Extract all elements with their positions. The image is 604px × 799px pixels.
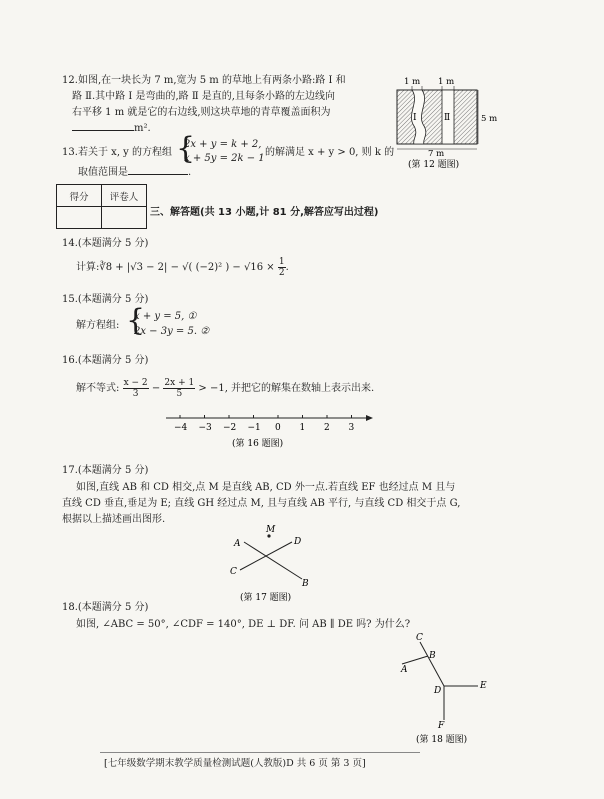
number-line-tick-label: 1	[299, 423, 306, 433]
score-header: 得分	[57, 185, 102, 207]
fig18-caption: (第 18 题图)	[416, 735, 468, 745]
number-line-16	[160, 410, 380, 458]
section-3-title: 三、解答题(共 13 小题,计 81 分,解答应写出过程)	[150, 207, 379, 218]
grader-header: 评卷人	[102, 185, 147, 207]
grader-cell[interactable]	[102, 207, 147, 229]
q12-number: 12.	[62, 75, 78, 86]
page-footer: [七年级数学期末教学质量检测试题(人教版)D 共 6 页 第 3 页]	[104, 758, 366, 769]
score-cell[interactable]	[57, 207, 102, 229]
q18-line1: 如图, ∠ABC = 50°, ∠CDF = 140°, DE ⊥ DF. 问 AB ∥ DE 吗? 为什么?	[76, 619, 411, 630]
q16-inequality: 解不等式: $\frac{x - 2}{3}$ − $\frac{2x + 1}{5}$ > −1, 并把它的解集在数轴上表示出来.	[76, 378, 375, 399]
road-2-label: Ⅱ	[444, 113, 451, 123]
line-CD	[240, 542, 292, 570]
label-E: E	[480, 681, 487, 691]
number-line-tick-label: −4	[174, 423, 188, 433]
q12-line1: 如图,在一块长为 7 m,宽为 5 m 的草地上有两条小路:路 Ⅰ 和	[78, 75, 346, 86]
number-line-tick-label: 2	[324, 423, 330, 433]
field-rect	[397, 90, 477, 144]
number-line-tick-label: 3	[348, 423, 355, 433]
q13-eq2: x + 5y = 2k − 1	[184, 153, 265, 164]
label-A: A	[234, 539, 241, 549]
fig12-caption: (第 12 题图)	[408, 160, 460, 170]
road-1-label: Ⅰ	[413, 113, 417, 123]
label-D: D	[434, 686, 442, 696]
fig12-right: 5 m	[481, 114, 498, 124]
q18-header: 18.(本题满分 5 分)	[62, 602, 149, 613]
q12-answer-blank[interactable]	[72, 130, 134, 131]
q15-eq2: 2x − 3y = 5. ②	[134, 326, 210, 337]
q13-answer-blank[interactable]	[128, 174, 188, 175]
number-line-tick-label: −2	[223, 423, 237, 433]
label-B: B	[302, 579, 309, 589]
footer-rule	[100, 752, 420, 753]
q13-text-after: 的解满足 x + y > 0, 则 k 的	[265, 147, 395, 158]
label-A: A	[401, 665, 408, 675]
label-C: C	[230, 567, 237, 577]
q13-number: 13.	[62, 147, 78, 158]
number-line-arrow	[366, 415, 373, 421]
q14-fraction: $\frac{1}{2}$	[278, 257, 285, 278]
fig12-top-right: 1 m	[438, 77, 455, 87]
q13-line2-wrap: 取值范围是 .	[78, 167, 192, 178]
fig16-caption: (第 16 题图)	[232, 439, 284, 449]
q17-header: 17.(本题满分 5 分)	[62, 465, 149, 476]
q12-line3: 右平移 1 m 就是它的右边线,则这块草地的青草覆盖面积为	[72, 107, 331, 118]
q13-eq1: 2x + y = k + 2,	[184, 139, 262, 150]
q13-text-before: 若关于 x, y 的方程组	[78, 147, 173, 158]
label-F: F	[438, 721, 445, 731]
line-CD	[420, 642, 444, 686]
label-B: B	[429, 651, 436, 661]
q17-line3: 根据以上描述画出图形.	[62, 514, 166, 525]
q12-line2: 路 Ⅱ.其中路 Ⅰ 是弯曲的,路 Ⅱ 是直的,且每条小路的左边线向	[72, 91, 335, 102]
label-C: C	[416, 633, 423, 643]
fig12-top-left: 1 m	[404, 77, 421, 87]
q15-brace: {	[126, 303, 146, 338]
q16-fraction-1: $\frac{x - 2}{3}$	[123, 378, 148, 399]
q14-prefix: 计算:	[76, 262, 100, 273]
q13-line2: 取值范围是	[78, 167, 128, 178]
q16-fraction-2: $\frac{2x + 1}{5}$	[164, 378, 195, 399]
figure-17	[222, 522, 322, 604]
score-table	[56, 184, 147, 229]
line-AB	[244, 542, 302, 579]
q15-prefix: 解方程组:	[76, 320, 120, 331]
figure-12	[392, 72, 502, 170]
q14-expr: ∛8 + |√3 − 2| − √( (−2)² ) − √16 ×	[99, 262, 275, 273]
q14-expression: 计算:∛8 + |√3 − 2| − √( (−2)² ) − √16 × $\frac{1}{2}$ .	[76, 257, 289, 278]
fig17-caption: (第 17 题图)	[240, 593, 292, 603]
label-D: D	[294, 537, 302, 547]
number-line-tick-label: −1	[247, 423, 261, 433]
q17-line2: 直线 CD 垂直,垂足为 E; 直线 GH 经过点 M, 且与直线 AB 平行, 与直线 CD 相交于点 G,	[62, 498, 461, 509]
number-line-tick-label: 0	[275, 423, 281, 433]
number-line-tick-label: −3	[198, 423, 212, 433]
q17-line1: 如图,直线 AB 和 CD 相交,点 M 是直线 AB, CD 外一点.若直线 EF 也经过点 M 且与	[76, 482, 456, 493]
line-AB	[402, 656, 428, 664]
fig12-bottom: 7 m	[428, 149, 445, 159]
q12-unit: m².	[134, 123, 151, 134]
q16-header: 16.(本题满分 5 分)	[62, 355, 149, 366]
q15-header: 15.(本题满分 5 分)	[62, 294, 149, 305]
q14-header: 14.(本题满分 5 分)	[62, 238, 149, 249]
q12-answer-line	[72, 122, 151, 136]
q15-eq1: x + y = 5, ①	[134, 311, 197, 322]
figure-18	[392, 628, 502, 746]
q13-brace: {	[176, 131, 196, 166]
label-M: M	[266, 525, 276, 535]
